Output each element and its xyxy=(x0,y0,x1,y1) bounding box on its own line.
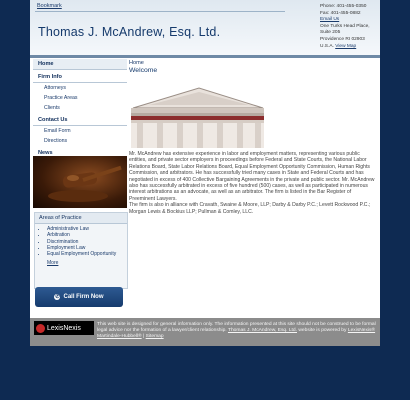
lexisnexis-logo[interactable] xyxy=(34,321,94,335)
sidebar-item-email-form[interactable]: Email Form xyxy=(44,128,71,134)
site-footer xyxy=(30,318,380,346)
alliance-paragraph: The firm is also in alliance with Cravath, Swaine & Moore, LLP; Darby & Darby P.C.; Levett Rockwood P.C.; Morgan Lewis & Bockius LLP; Pullman & Comley, LLC. xyxy=(129,202,371,215)
address-line-1: One Turks Head Place, xyxy=(320,23,370,29)
intro-paragraph: Mr. McAndrew has extensive experience in labor and employment matters, representing various public entities, and private sector employers in proceedings before Federal and State Courts, the National Labor Relations Board, State Labor Relations Board, Equal Employment Opportunity Commission, Human Rights Commission, and arbitrators. He has successfully tried many cases in State and Federal Courts and has negotiated in excess of 400 Collective Bargaining Agreements in the private and public sector. Mr. McAndrew also has successfully arbitrated in excess of five hundred (500) cases, as well as participated in numerous interest arbitrations as an advocate, as well as an arbitrator. The firm is listed in the Bar Register of Preeminent Lawyers. xyxy=(129,151,375,202)
area-item[interactable]: • Employment Law xyxy=(47,245,127,251)
phone-text: Phone: 401-455-0350 xyxy=(320,4,367,9)
lexisnexis-link[interactable]: LexisNexis® Martindale-Hubbell® xyxy=(97,328,376,340)
header-divider xyxy=(35,11,285,12)
contact-block xyxy=(320,4,380,50)
area-item[interactable]: • Arbitration xyxy=(47,232,127,238)
area-item[interactable]: • Equal Employment Opportunity xyxy=(47,251,127,257)
view-map-link[interactable]: View Map xyxy=(335,43,357,49)
page-title: Welcome xyxy=(129,67,158,74)
area-item[interactable]: • Discrimination xyxy=(47,239,127,245)
address-line-2: Suite 205 xyxy=(320,30,341,36)
firm-name[interactable]: Thomas J. McAndrew, Esq. Ltd. xyxy=(38,25,221,39)
main-content xyxy=(129,58,376,215)
sitemap-link[interactable]: Sitemap xyxy=(145,334,164,340)
powered-by-text: website is powered by xyxy=(297,328,348,334)
breadcrumb[interactable]: Home xyxy=(129,60,144,66)
address-line-3: Providence RI 02903 xyxy=(320,36,365,42)
sidebar-item-clients[interactable]: Clients xyxy=(44,105,60,111)
call-firm-button[interactable] xyxy=(35,287,123,307)
phone-icon: ✆ xyxy=(55,294,60,300)
areas-heading: Areas of Practice xyxy=(35,213,127,224)
sidebar-item-attorneys[interactable]: Attorneys xyxy=(44,85,66,91)
welcome-text xyxy=(129,151,376,215)
footer-disclaimer xyxy=(97,322,378,341)
firm-site-link[interactable]: Thomas J. McAndrew, Esq. Ltd. xyxy=(227,328,297,334)
sidebar-item-practice-areas[interactable]: Practice Areas xyxy=(44,95,78,101)
email-us-link[interactable]: Email Us xyxy=(320,17,340,23)
areas-list xyxy=(35,226,127,257)
area-item[interactable]: • Administrative Law xyxy=(47,226,127,232)
sidebar-item-directions[interactable]: Directions xyxy=(44,138,68,144)
bookmark-link[interactable]: Bookmark xyxy=(37,3,62,9)
fax-text: Fax: 401-455-0882 xyxy=(320,10,361,16)
site-header xyxy=(30,0,380,55)
lexisnexis-logo-icon xyxy=(36,324,45,333)
footer-separator: | xyxy=(141,334,146,340)
sidebar xyxy=(33,58,127,300)
lexisnexis-logo-text: LexisNexis xyxy=(47,324,81,332)
sidebar-section-news[interactable]: News xyxy=(33,148,127,159)
courthouse-image xyxy=(129,86,264,148)
gavel-image xyxy=(33,156,127,208)
call-firm-label: Call Firm Now xyxy=(63,294,104,300)
disclaimer-text: This web site is designed for general information only. The information presented at this site should not be construed to be formal legal advice nor the formation of a lawyer/client relationship. xyxy=(97,322,376,334)
sidebar-section-contact-us[interactable]: Contact Us xyxy=(33,115,127,126)
country-text: U.S.A. xyxy=(320,43,334,49)
country-line xyxy=(320,44,380,51)
areas-of-practice-panel xyxy=(34,212,128,289)
sidebar-section-firm-info[interactable]: Firm Info xyxy=(33,72,127,83)
areas-more-link[interactable]: More xyxy=(47,260,59,267)
page-container xyxy=(30,0,380,346)
sidebar-item-home[interactable]: Home xyxy=(33,59,127,70)
